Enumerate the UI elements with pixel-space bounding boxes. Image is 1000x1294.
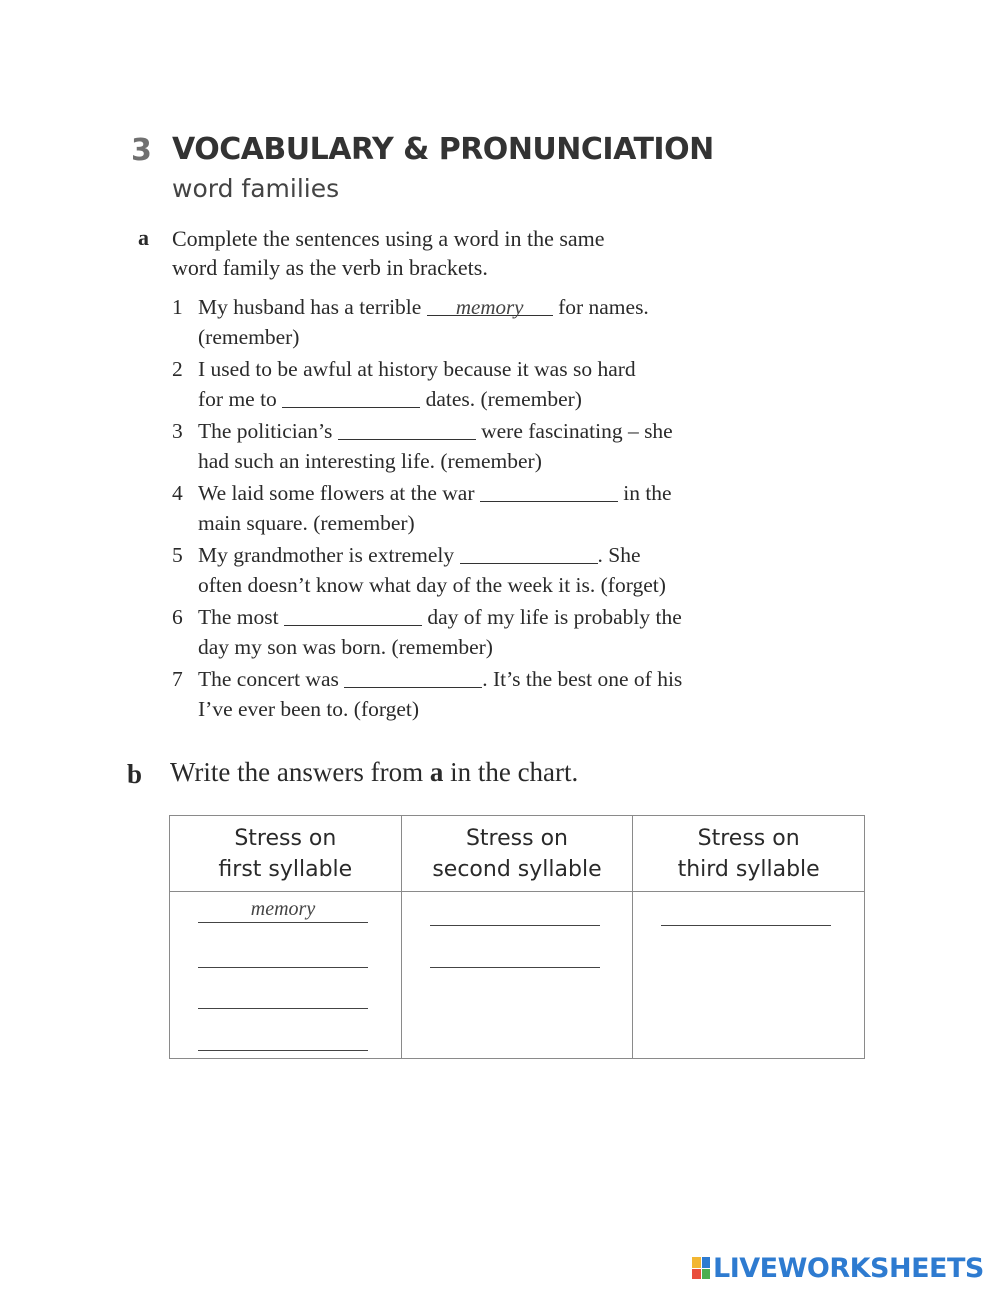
answer-blank[interactable] [198, 947, 368, 968]
sentence-item [172, 479, 752, 538]
answer-blank[interactable] [460, 543, 598, 564]
example-answer: memory [250, 898, 316, 920]
liveworksheets-logo [692, 1253, 984, 1283]
instruction-text: in the chart. [443, 757, 579, 787]
answer-blank[interactable] [661, 905, 831, 926]
column-third-cell [633, 892, 865, 1059]
logo-square [692, 1269, 701, 1280]
answer-blank[interactable] [284, 605, 422, 626]
column-first-cell [170, 892, 402, 1059]
sentence-text: We laid some flowers at the war [198, 481, 480, 505]
sentence-text: often doesn’t know what day of the week it is. (forget) [198, 572, 666, 597]
sentence-text: for names. [552, 295, 649, 319]
answer-blank[interactable] [198, 898, 368, 923]
logo-square [692, 1257, 701, 1268]
answer-blank[interactable] [198, 988, 368, 1009]
sentence-item [172, 293, 752, 352]
header-line: third syllable [677, 856, 820, 882]
stress-chart [169, 815, 865, 1059]
column-second-cell [401, 892, 633, 1059]
part-b-letter: b [127, 759, 143, 789]
sentence-text: I used to be awful at history because it was so hard [198, 357, 636, 381]
header-line: Stress on [465, 825, 568, 851]
answer-blank[interactable] [430, 905, 600, 926]
sentence-text: . It’s the best one of his [482, 667, 683, 691]
sentence-text: were fascinating – she [475, 419, 673, 443]
sentence-item [172, 665, 752, 724]
sentence-item [172, 603, 752, 662]
logo-mark-icon [692, 1257, 710, 1279]
answer-blank[interactable] [344, 667, 482, 688]
answer-blank[interactable] [427, 295, 553, 319]
sentence-text: The politician’s [198, 419, 338, 443]
item-number: 3 [172, 419, 183, 443]
part-a-letter: a [138, 225, 149, 250]
instruction-line: Complete the sentences using a word in the same [172, 226, 605, 251]
item-number: 1 [172, 295, 183, 319]
sentence-text: The most [198, 605, 284, 629]
section-title: VOCABULARY & PRONUNCIATION [172, 132, 714, 167]
item-number: 4 [172, 481, 183, 505]
sentence-list [172, 293, 752, 727]
sentence-text: My husband has a terrible [198, 295, 427, 319]
sentence-text: My grandmother is extremely [198, 543, 460, 567]
sentence-text: . She [597, 543, 641, 567]
column-header-second [401, 816, 633, 892]
answer-blank[interactable] [282, 387, 420, 408]
sentence-text: for me to [198, 386, 283, 411]
header-line: second syllable [432, 856, 602, 882]
example-answer: memory [455, 295, 524, 319]
header-line: first syllable [218, 856, 353, 882]
item-number: 7 [172, 667, 183, 691]
section-number: 3 [131, 133, 152, 168]
sentence-item [172, 541, 752, 600]
answer-blank[interactable] [338, 419, 476, 440]
sentence-text: day of my life is probably the [422, 605, 682, 629]
header-line: Stress on [234, 825, 337, 851]
sentence-text: The concert was [198, 667, 345, 691]
answer-blank[interactable] [198, 1030, 368, 1051]
logo-square [702, 1257, 711, 1268]
sentence-text: had such an interesting life. (remember) [198, 448, 542, 473]
column-header-third [633, 816, 865, 892]
section-subtitle: word families [172, 174, 340, 203]
sentence-text: dates. (remember) [420, 386, 582, 411]
answer-blank[interactable] [480, 481, 618, 502]
sentence-text: I’ve ever been to. (forget) [198, 696, 420, 721]
instruction-bold: a [429, 757, 444, 787]
logo-square [702, 1269, 711, 1280]
column-header-first [170, 816, 402, 892]
sentence-item [172, 417, 752, 476]
part-b-instruction [170, 757, 578, 788]
answer-blank[interactable] [430, 947, 600, 968]
header-line: Stress on [697, 825, 800, 851]
sentence-text: day my son was born. (remember) [198, 634, 493, 659]
sentence-text: main square. (remember) [198, 510, 415, 535]
part-a-instruction [172, 224, 732, 282]
item-number: 2 [172, 357, 183, 381]
logo-text: LIVEWORKSHEETS [713, 1252, 984, 1284]
sentence-item [172, 355, 752, 414]
instruction-text: Write the answers from [170, 757, 430, 787]
sentence-text: in the [617, 481, 672, 505]
item-number: 5 [172, 543, 183, 567]
sentence-text: (remember) [198, 324, 300, 349]
instruction-line: word family as the verb in brackets. [172, 255, 488, 280]
item-number: 6 [172, 605, 183, 629]
